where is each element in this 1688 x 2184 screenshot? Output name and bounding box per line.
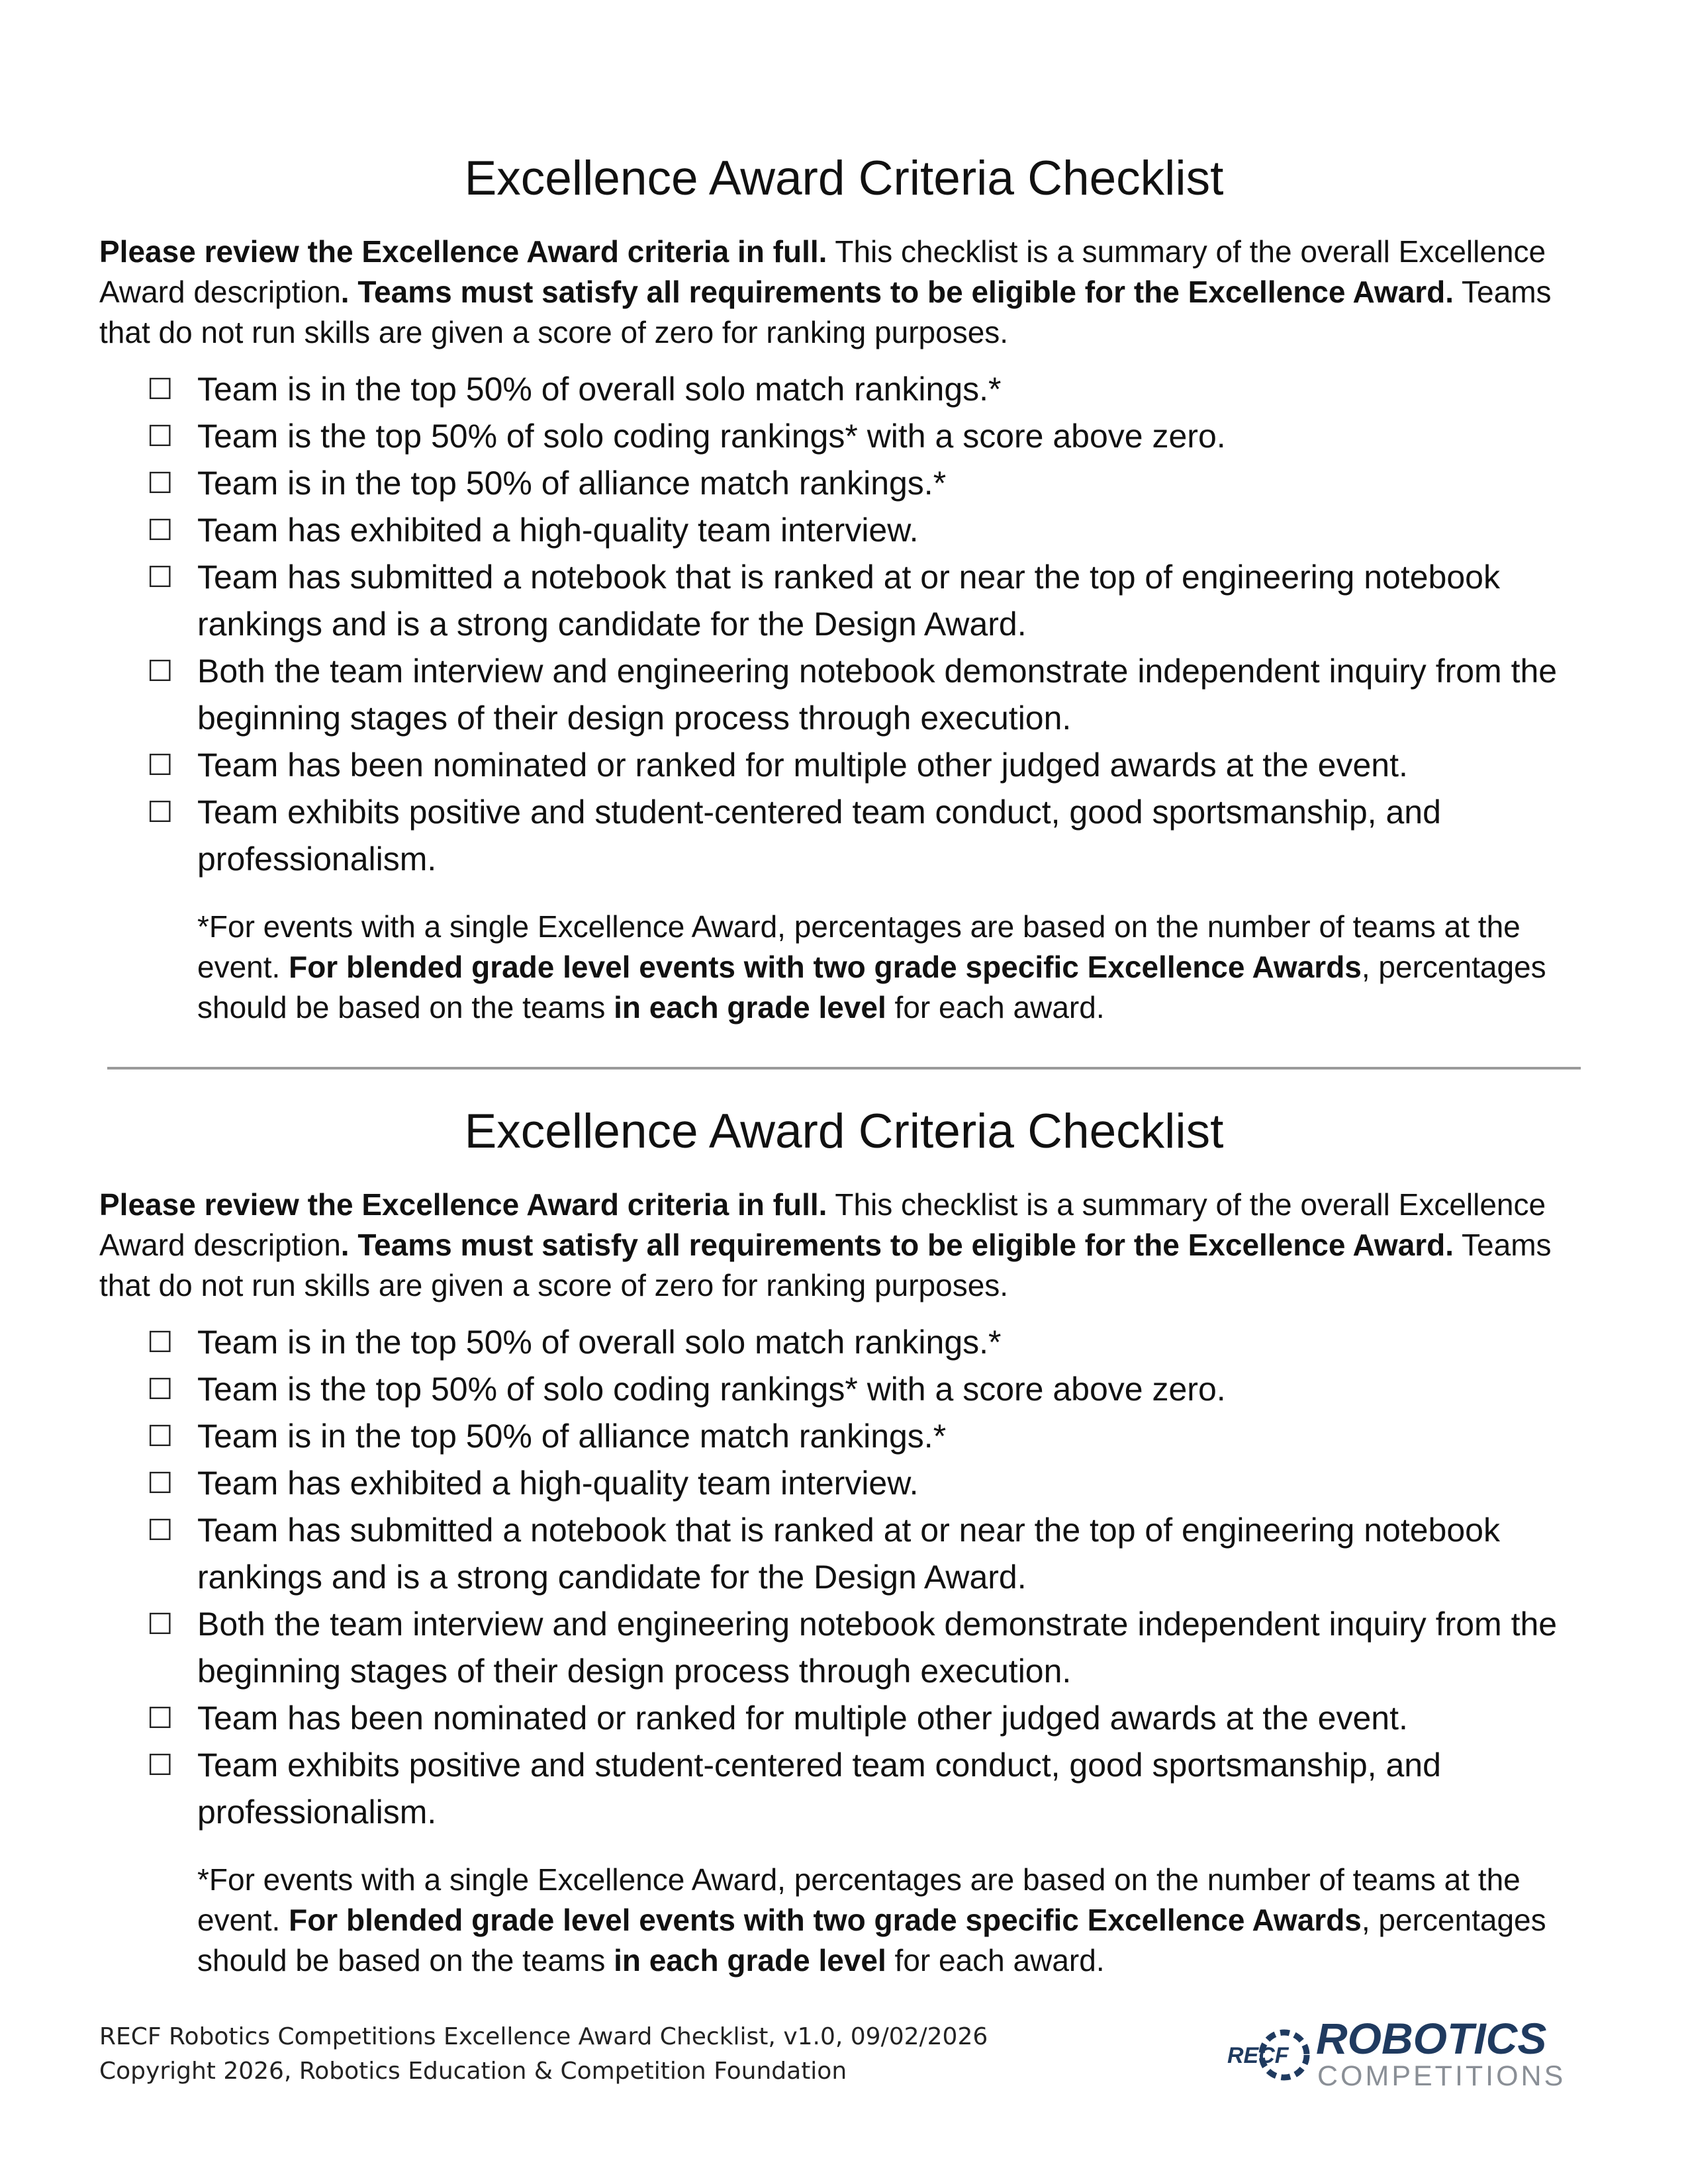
criteria-item <box>147 413 1589 460</box>
criteria-item <box>147 1413 1589 1460</box>
checkbox-icon[interactable]: ☐ <box>147 1326 173 1359</box>
checklist-section-1 <box>99 146 1589 1028</box>
footer-version-line: RECF Robotics Competitions Excellence Award Checklist, v1.0, 09/02/2026 <box>99 2023 988 2050</box>
section-title: Excellence Award Criteria Checklist <box>464 1105 1224 1158</box>
footnote-text-1: *For events with a single Excellence Award, percentages are based on the number of teams at the event. <box>197 909 1521 984</box>
criteria-text: Both the team interview and engineering notebook demonstrate independent inquiry from the beginning stages of their design process through execution. <box>197 653 1558 737</box>
criteria-text: Team exhibits positive and student-centered team conduct, good sportsmanship, and professionalism. <box>197 1747 1441 1831</box>
footnote-text-2: , percentages should be based on the teams <box>197 1903 1546 1978</box>
criteria-item <box>147 1507 1589 1601</box>
checklist-section-2 <box>99 1099 1589 1981</box>
criteria-item <box>147 507 1589 554</box>
checkbox-icon[interactable]: ☐ <box>147 1749 173 1782</box>
checkbox-icon[interactable]: ☐ <box>147 467 173 500</box>
footnote-text-1: *For events with a single Excellence Award, percentages are based on the number of teams at the event. <box>197 1862 1521 1937</box>
criteria-text: Team is in the top 50% of overall solo match rankings.* <box>197 1324 1002 1361</box>
criteria-item <box>147 460 1589 507</box>
checkbox-icon[interactable]: ☐ <box>147 655 173 688</box>
criteria-text: Team has submitted a notebook that is ranked at or near the top of engineering notebook rankings and is a strong candidate for the Design Award. <box>197 1512 1500 1596</box>
footer-copyright-line: Copyright 2026, Robotics Education & Competition Foundation <box>99 2058 847 2085</box>
criteria-item <box>147 1460 1589 1507</box>
criteria-text: Team has been nominated or ranked for multiple other judged awards at the event. <box>197 1700 1408 1737</box>
criteria-text: Team is in the top 50% of overall solo match rankings.* <box>197 371 1002 408</box>
criteria-text: Team has been nominated or ranked for multiple other judged awards at the event. <box>197 747 1408 784</box>
criteria-text: Team has exhibited a high-quality team interview. <box>197 512 919 549</box>
criteria-item <box>147 1601 1589 1695</box>
footnote <box>99 907 1589 1028</box>
robotics-competitions-logo <box>1225 2015 1589 2095</box>
criteria-list <box>99 1319 1589 1836</box>
footnote-bold-2: in each grade level <box>614 990 886 1024</box>
criteria-item <box>147 789 1589 883</box>
intro-paragraph <box>99 1185 1589 1306</box>
criteria-item <box>147 554 1589 648</box>
intro-bold-2: . Teams must satisfy all requirements to be eligible for the Excellence Award. <box>340 275 1454 309</box>
criteria-text: Team is in the top 50% of alliance match rankings.* <box>197 465 947 502</box>
checkbox-icon[interactable]: ☐ <box>147 373 173 406</box>
criteria-text: Team exhibits positive and student-centered team conduct, good sportsmanship, and professionalism. <box>197 794 1441 878</box>
criteria-item <box>147 648 1589 742</box>
intro-text-2: Teams that do not run skills are given a score of zero for ranking purposes. <box>99 1228 1552 1302</box>
criteria-text: Team is the top 50% of solo coding rankings* with a score above zero. <box>197 418 1226 455</box>
footnote-bold-2: in each grade level <box>614 1943 886 1978</box>
criteria-item <box>147 1742 1589 1836</box>
footnote-text-3: for each award. <box>886 1943 1105 1978</box>
footnote <box>99 1860 1589 1981</box>
checkbox-icon[interactable]: ☐ <box>147 514 173 547</box>
criteria-text: Team is the top 50% of solo coding rankings* with a score above zero. <box>197 1371 1226 1408</box>
logo-word-robotics: ROBOTICS <box>1316 2015 1547 2063</box>
checkbox-icon[interactable]: ☐ <box>147 420 173 453</box>
section-divider <box>107 1067 1581 1069</box>
intro-paragraph <box>99 232 1589 353</box>
intro-text-1: This checklist is a summary of the overall Excellence Award description <box>99 234 1546 309</box>
criteria-item <box>147 1319 1589 1366</box>
criteria-text: Both the team interview and engineering notebook demonstrate independent inquiry from the beginning stages of their design process through execution. <box>197 1606 1558 1690</box>
checkbox-icon[interactable]: ☐ <box>147 1420 173 1453</box>
checkbox-icon[interactable]: ☐ <box>147 796 173 829</box>
criteria-list <box>99 366 1589 883</box>
checkbox-icon[interactable]: ☐ <box>147 561 173 594</box>
footer <box>99 2020 988 2089</box>
criteria-text: Team has submitted a notebook that is ranked at or near the top of engineering notebook rankings and is a strong candidate for the Design Award. <box>197 559 1500 643</box>
checkbox-icon[interactable]: ☐ <box>147 1373 173 1406</box>
intro-bold-1: Please review the Excellence Award criteria in full. <box>99 234 827 269</box>
intro-bold-2: . Teams must satisfy all requirements to be eligible for the Excellence Award. <box>340 1228 1454 1262</box>
footnote-bold-1: For blended grade level events with two grade specific Excellence Awards <box>289 1903 1362 1937</box>
checkbox-icon[interactable]: ☐ <box>147 749 173 782</box>
criteria-item <box>147 366 1589 413</box>
logo-word-competitions: COMPETITIONS <box>1317 2060 1566 2092</box>
criteria-item <box>147 1695 1589 1742</box>
section-title: Excellence Award Criteria Checklist <box>464 152 1224 205</box>
intro-text-2: Teams that do not run skills are given a score of zero for ranking purposes. <box>99 275 1552 349</box>
criteria-item <box>147 1366 1589 1413</box>
checkbox-icon[interactable]: ☐ <box>147 1467 173 1500</box>
logo-badge-text: RECF <box>1227 2043 1289 2068</box>
checkbox-icon[interactable]: ☐ <box>147 1514 173 1547</box>
criteria-item <box>147 742 1589 789</box>
intro-text-1: This checklist is a summary of the overall Excellence Award description <box>99 1187 1546 1262</box>
criteria-text: Team has exhibited a high-quality team interview. <box>197 1465 919 1502</box>
footnote-text-2: , percentages should be based on the teams <box>197 950 1546 1024</box>
criteria-text: Team is in the top 50% of alliance match rankings.* <box>197 1418 947 1455</box>
checkbox-icon[interactable]: ☐ <box>147 1608 173 1641</box>
footnote-bold-1: For blended grade level events with two grade specific Excellence Awards <box>289 950 1362 984</box>
footnote-text-3: for each award. <box>886 990 1105 1024</box>
checkbox-icon[interactable]: ☐ <box>147 1702 173 1735</box>
intro-bold-1: Please review the Excellence Award criteria in full. <box>99 1187 827 1222</box>
